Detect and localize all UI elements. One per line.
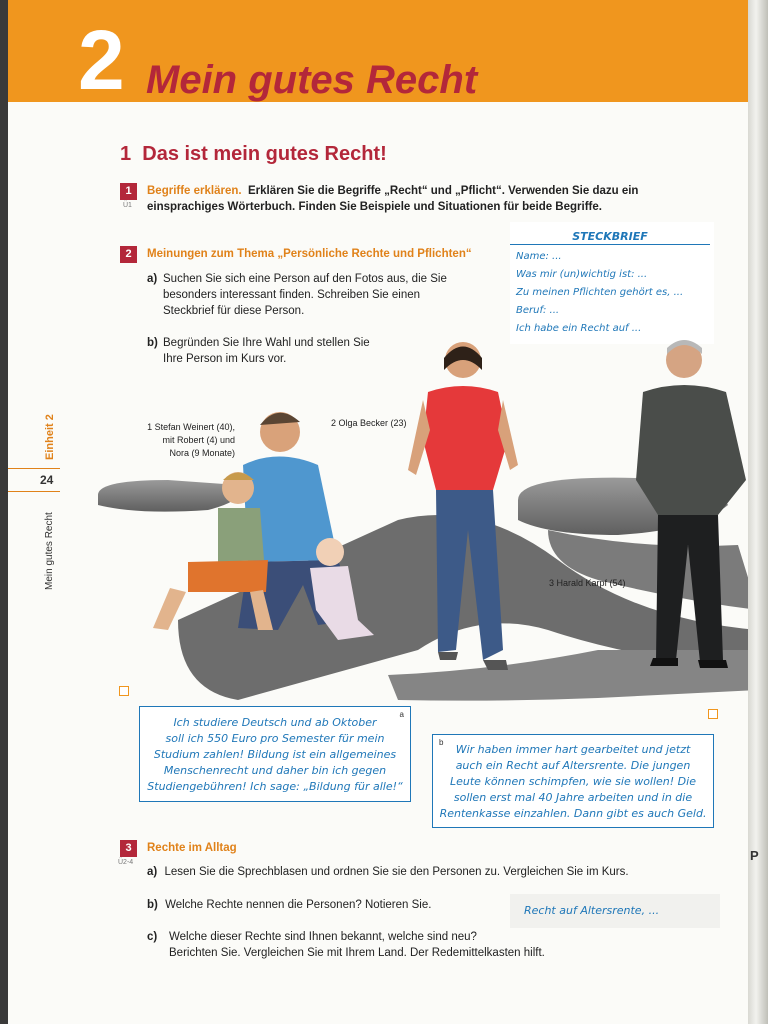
example-answer-text: Recht auf Altersrente, ... [524,904,660,917]
speech-bubble-a [139,706,411,802]
task-3c-line: Berichten Sie. Vergleichen Sie mit Ihrem Land. Der Redemittelkasten hilft. [169,947,545,959]
caption-1-line: 1 Stefan Weinert (40), [147,422,235,432]
task-1-text [147,183,707,215]
task-2a-label: a) [147,273,158,285]
bubble-a-line: soll ich 550 Euro pro Semester für mein [165,732,385,745]
bubble-a-letter: a [399,710,404,719]
task-2b-label: b) [147,337,158,349]
task-3b-text: Welche Rechte nennen die Personen? Notieren Sie. [165,899,432,911]
next-page-edge [748,0,768,1024]
photo-caption-1 [125,421,235,460]
task-3a-text: Lesen Sie die Sprechblasen und ordnen Sie sie den Personen zu. Vergleichen Sie im Kurs. [164,866,629,878]
chapter-number: 2 [78,13,125,107]
task-1-line-1: Erklären Sie die Begriffe „Recht“ und „Pflicht“. Verwenden Sie dazu ein [248,185,639,197]
task-1-number: 1 [120,183,137,200]
bubble-b-line: Rentenkasse einzahlen. Dann gibt es auch Geld. [439,807,707,820]
sidebar-divider [8,468,60,469]
bubble-b-letter: b [439,738,444,747]
steckbrief-line: Name: ... [516,251,562,262]
caption-1-line: Nora (9 Monate) [169,448,235,458]
bubble-b-line: Wir haben immer hart gearbeitet und jetzt [455,743,691,756]
task-2b-line: Ihre Person im Kurs vor. [163,353,287,365]
steckbrief-card [510,222,714,344]
textbook-page [8,0,758,1024]
bubble-a-line: Ich studiere Deutsch und ab Oktober [173,716,377,729]
bubble-b-line: sollen erst mal 40 Jahre arbeiten und in die [453,791,693,804]
task-2b-line: Begründen Sie Ihre Wahl und stellen Sie [163,337,370,349]
task-2a-line: Suchen Sie sich eine Person auf den Fotos aus, die Sie [163,273,447,285]
chapter-title: Mein gutes Recht [146,58,478,102]
section-title [120,143,387,166]
speech-bubble-b [432,734,714,828]
task-2a-line: besonders interessant finden. Schreiben Sie einen [163,289,421,301]
sidebar-running-title: Mein gutes Recht [44,512,55,590]
bubble-b-checkbox[interactable] [708,709,718,719]
task-3-workbook-ref: Ü2-4 [118,859,134,866]
caption-1-line: mit Robert (4) und [162,435,235,445]
page-number: 24 [40,473,54,487]
task-3b [147,897,431,913]
photo-caption-2: 2 Olga Becker (23) [331,418,407,428]
bubble-a-line: Studiengebühren! Ich sage: „Bildung für alle!“ [147,780,403,793]
task-1-line-2: einsprachiges Wörterbuch. Finden Sie Beispiele und Situationen für beide Begriffe. [147,201,602,213]
steckbrief-line: Was mir (un)wichtig ist: ... [516,269,648,280]
task-1-workbook-ref: Ü1 [123,202,132,209]
bubble-b-line: auch ein Recht auf Altersrente. Die jungen [455,759,691,772]
sidebar-divider [8,491,60,492]
task-3a-label: a) [147,866,158,878]
bubble-a-checkbox[interactable] [119,686,129,696]
task-1-heading: Begriffe erklären. [147,185,242,197]
steckbrief-line: Beruf: ... [516,305,560,316]
task-3c-line: Welche dieser Rechte sind Ihnen bekannt, welche sind neu? [169,931,477,943]
bubble-b-line: Leute können schimpfen, wie sie wollen! Die [450,775,696,788]
steckbrief-line: Ich habe ein Recht auf ... [516,323,642,334]
paragraph-sign-shape [98,480,240,512]
chapter-header [8,0,758,107]
task-2-heading: Meinungen zum Thema „Persönliche Rechte und Pflichten“ [147,248,472,260]
task-2a-line: Steckbrief für diese Person. [163,305,305,317]
next-page-fragment: P [750,848,759,863]
section-number: 1 [120,143,132,165]
task-3a [147,864,629,880]
paragraph-sign-photo-illustration [78,330,758,720]
example-answer-box [510,894,720,928]
steckbrief-line: Zu meinen Pflichten gehört es, ... [516,287,684,298]
sidebar-unit-label: Einheit 2 [44,414,56,460]
section-title-text: Das ist mein gutes Recht! [142,143,387,165]
photo-caption-3: 3 Harald Karpf (54) [549,578,626,588]
steckbrief-title: STECKBRIEF [510,230,710,245]
task-3c-label: c) [147,931,158,943]
task-2-number: 2 [120,246,137,263]
task-3-number: 3 [120,840,137,857]
bubble-a-line: Studium zahlen! Bildung ist ein allgemeines [153,748,397,761]
task-3b-label: b) [147,899,158,911]
bubble-a-line: Menschenrecht und daher bin ich gegen [163,764,387,777]
task-3-heading: Rechte im Alltag [147,842,237,854]
